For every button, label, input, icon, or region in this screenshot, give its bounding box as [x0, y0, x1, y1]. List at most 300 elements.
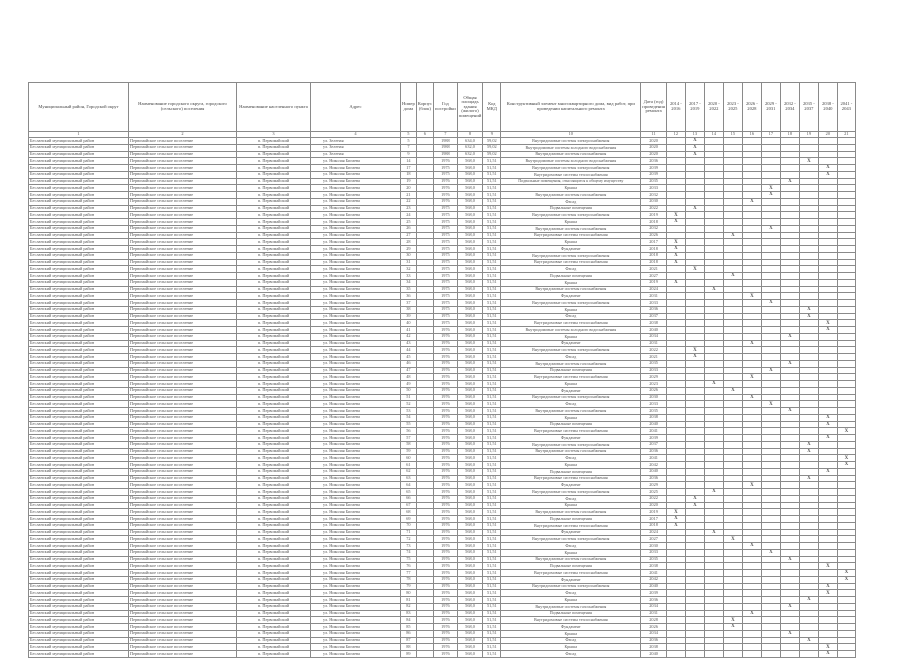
locality-cell: п. Первомайский — [237, 205, 311, 212]
code-cell: 51,51 — [483, 401, 501, 408]
period-mark-cell — [666, 637, 685, 644]
house-number-cell: 17 — [401, 165, 417, 172]
area-cell: 568,0 — [457, 354, 483, 361]
period-mark-cell: X — [780, 408, 799, 415]
period-mark-cell: X — [742, 374, 761, 381]
period-mark-cell — [799, 232, 818, 239]
municipality-cell: Бесланский муниципальный район — [29, 327, 129, 334]
table-row — [29, 603, 856, 610]
repair-year-cell: 2027 — [641, 536, 667, 543]
municipality-cell: Бесланский муниципальный район — [29, 185, 129, 192]
build-year-cell: 1975 — [434, 205, 458, 212]
address-cell: ул. Николая Бигаева — [311, 219, 401, 226]
build-year-cell: 1975 — [434, 286, 458, 293]
period-mark-cell — [723, 576, 742, 583]
table-row — [29, 347, 856, 354]
house-number-cell: 48 — [401, 374, 417, 381]
address-cell: ул. Николая Бигаева — [311, 327, 401, 334]
period-mark-cell — [666, 529, 685, 536]
period-mark-cell — [666, 185, 685, 192]
address-cell: ул. Николая Бигаева — [311, 192, 401, 199]
address-cell: ул. Николая Бигаева — [311, 286, 401, 293]
period-mark-cell — [685, 300, 704, 307]
period-mark-cell — [685, 394, 704, 401]
period-mark-cell — [837, 333, 855, 340]
house-number-cell: 84 — [401, 617, 417, 624]
locality-cell: п. Первомайский — [237, 414, 311, 421]
municipality-cell: Бесланский муниципальный район — [29, 259, 129, 266]
area-cell: 568,0 — [457, 300, 483, 307]
period-mark-cell — [742, 300, 761, 307]
period-mark-cell — [723, 374, 742, 381]
repair-year-cell: 2033 — [641, 367, 667, 374]
block-cell — [416, 360, 433, 367]
house-number-cell: 60 — [401, 455, 417, 462]
period-mark-cell — [685, 279, 704, 286]
period-mark-cell — [761, 448, 780, 455]
locality-cell: п. Первомайский — [237, 198, 311, 205]
period-mark-cell: X — [818, 563, 837, 570]
period-mark-cell — [723, 394, 742, 401]
period-mark-cell — [723, 637, 742, 644]
block-cell — [416, 340, 433, 347]
period-mark-cell — [666, 273, 685, 280]
period-mark-cell — [685, 428, 704, 435]
area-cell: 568,0 — [457, 563, 483, 570]
code-cell: 51,51 — [483, 630, 501, 637]
build-year-cell: 1976 — [434, 435, 458, 442]
settlement-cell: Первомайское сельское поселение — [129, 219, 237, 226]
address-cell: ул. Николая Бигаева — [311, 171, 401, 178]
period-mark-cell — [837, 441, 855, 448]
period-mark-cell: X — [685, 502, 704, 509]
period-mark-cell — [799, 320, 818, 327]
period-mark-cell — [742, 536, 761, 543]
area-cell: 568,0 — [457, 502, 483, 509]
settlement-cell: Первомайское сельское поселение — [129, 563, 237, 570]
municipality-cell: Бесланский муниципальный район — [29, 381, 129, 388]
settlement-cell: Первомайское сельское поселение — [129, 151, 237, 158]
period-mark-cell — [666, 144, 685, 151]
settlement-cell: Первомайское сельское поселение — [129, 374, 237, 381]
work-type-cell: Внутридомовые системы газоснабжения — [501, 603, 641, 610]
block-cell — [416, 252, 433, 259]
period-mark-cell — [837, 144, 855, 151]
period-mark-cell — [666, 347, 685, 354]
period-mark-cell — [742, 475, 761, 482]
period-mark-cell — [685, 590, 704, 597]
house-number-cell: 9 — [401, 151, 417, 158]
period-mark-cell — [704, 374, 723, 381]
column-header: 2032 - 2034 — [780, 83, 799, 132]
period-mark-cell — [780, 266, 799, 273]
period-mark-cell — [837, 421, 855, 428]
settlement-cell: Первомайское сельское поселение — [129, 239, 237, 246]
area-cell: 568,0 — [457, 185, 483, 192]
block-cell — [416, 455, 433, 462]
build-year-cell: 1976 — [434, 603, 458, 610]
period-mark-cell — [685, 239, 704, 246]
municipality-cell: Бесланский муниципальный район — [29, 610, 129, 617]
address-cell: ул. Николая Бигаева — [311, 556, 401, 563]
area-cell: 568,0 — [457, 630, 483, 637]
house-number-cell: 83 — [401, 610, 417, 617]
period-mark-cell — [723, 570, 742, 577]
period-mark-cell — [761, 462, 780, 469]
house-number-cell: 42 — [401, 333, 417, 340]
period-mark-cell — [742, 360, 761, 367]
period-mark-cell — [837, 387, 855, 394]
period-mark-cell — [837, 556, 855, 563]
repair-year-cell: 2036 — [641, 306, 667, 313]
build-year-cell: 1976 — [434, 576, 458, 583]
table-row — [29, 252, 856, 259]
period-mark-cell — [704, 468, 723, 475]
period-mark-cell — [818, 347, 837, 354]
address-cell: ул. Николая Бигаева — [311, 495, 401, 502]
house-number-cell: 41 — [401, 327, 417, 334]
locality-cell: п. Первомайский — [237, 630, 311, 637]
block-cell — [416, 279, 433, 286]
build-year-cell: 1976 — [434, 158, 458, 165]
period-mark-cell — [799, 171, 818, 178]
period-mark-cell — [723, 347, 742, 354]
period-mark-cell — [704, 313, 723, 320]
period-mark-cell — [780, 192, 799, 199]
address-cell: ул. Николая Бигаева — [311, 374, 401, 381]
settlement-cell: Первомайское сельское поселение — [129, 225, 237, 232]
period-mark-cell — [704, 178, 723, 185]
locality-cell: п. Первомайский — [237, 597, 311, 604]
house-number-cell: 56 — [401, 428, 417, 435]
block-cell — [416, 590, 433, 597]
period-mark-cell — [685, 327, 704, 334]
period-mark-cell — [780, 401, 799, 408]
area-cell: 568,0 — [457, 475, 483, 482]
period-mark-cell — [723, 597, 742, 604]
period-mark-cell — [666, 225, 685, 232]
repair-year-cell: 2042 — [641, 576, 667, 583]
code-cell: 51,51 — [483, 421, 501, 428]
address-cell: ул. Николая Бигаева — [311, 482, 401, 489]
address-cell: ул. Николая Бигаева — [311, 333, 401, 340]
settlement-cell: Первомайское сельское поселение — [129, 158, 237, 165]
table-row — [29, 259, 856, 266]
period-mark-cell — [780, 516, 799, 523]
settlement-cell: Первомайское сельское поселение — [129, 651, 237, 658]
period-mark-cell — [780, 455, 799, 462]
period-mark-cell: X — [742, 198, 761, 205]
period-mark-cell — [685, 583, 704, 590]
municipality-cell: Бесланский муниципальный район — [29, 529, 129, 536]
period-mark-cell — [685, 340, 704, 347]
repair-year-cell: 2019 — [641, 279, 667, 286]
period-mark-cell — [666, 165, 685, 172]
work-type-cell: Крыша — [501, 597, 641, 604]
house-number-cell: 69 — [401, 516, 417, 523]
locality-cell: п. Первомайский — [237, 394, 311, 401]
period-mark-cell — [761, 239, 780, 246]
period-mark-cell — [799, 246, 818, 253]
block-cell — [416, 610, 433, 617]
block-cell — [416, 320, 433, 327]
period-mark-cell — [818, 144, 837, 151]
block-cell — [416, 468, 433, 475]
period-mark-cell — [723, 225, 742, 232]
period-mark-cell — [723, 259, 742, 266]
build-year-cell: 1988 — [434, 151, 458, 158]
period-mark-cell — [799, 138, 818, 145]
period-mark-cell — [742, 286, 761, 293]
period-mark-cell — [818, 252, 837, 259]
period-mark-cell — [837, 340, 855, 347]
period-mark-cell: X — [780, 603, 799, 610]
code-cell: 51,51 — [483, 178, 501, 185]
column-header: 2020 - 2022 — [704, 83, 723, 132]
build-year-cell: 1976 — [434, 455, 458, 462]
work-type-cell: Подвальные помещения, относящиеся к общему имуществу — [501, 178, 641, 185]
code-cell: 51,51 — [483, 597, 501, 604]
code-cell: 51,51 — [483, 266, 501, 273]
period-mark-cell — [723, 428, 742, 435]
build-year-cell: 1976 — [434, 333, 458, 340]
period-mark-cell — [685, 489, 704, 496]
house-number-cell: 54 — [401, 414, 417, 421]
period-mark-cell: X — [723, 624, 742, 631]
period-mark-cell — [704, 232, 723, 239]
period-mark-cell — [761, 617, 780, 624]
code-cell: 51,51 — [483, 212, 501, 219]
area-cell: 568,0 — [457, 165, 483, 172]
period-mark-cell — [742, 597, 761, 604]
house-number-cell: 49 — [401, 381, 417, 388]
period-mark-cell — [837, 313, 855, 320]
period-mark-cell — [837, 489, 855, 496]
table-body — [29, 132, 856, 658]
build-year-cell: 1976 — [434, 381, 458, 388]
period-mark-cell — [723, 327, 742, 334]
period-mark-cell — [666, 495, 685, 502]
period-mark-cell — [685, 333, 704, 340]
period-mark-cell — [780, 225, 799, 232]
period-mark-cell — [837, 414, 855, 421]
settlement-cell: Первомайское сельское поселение — [129, 246, 237, 253]
period-mark-cell — [685, 171, 704, 178]
period-mark-cell — [837, 610, 855, 617]
area-cell: 568,0 — [457, 266, 483, 273]
period-mark-cell — [799, 468, 818, 475]
period-mark-cell — [780, 462, 799, 469]
period-mark-cell — [723, 313, 742, 320]
period-mark-cell — [704, 522, 723, 529]
period-mark-cell — [761, 165, 780, 172]
table-row — [29, 536, 856, 543]
block-cell — [416, 556, 433, 563]
address-cell: ул. Николая Бигаева — [311, 367, 401, 374]
period-mark-cell — [666, 570, 685, 577]
repair-year-cell: 2036 — [641, 158, 667, 165]
code-cell: 51,51 — [483, 259, 501, 266]
work-type-cell: Внутридомовые системы теплоснабжения — [501, 259, 641, 266]
build-year-cell: 1976 — [434, 529, 458, 536]
period-mark-cell — [704, 570, 723, 577]
table-row — [29, 448, 856, 455]
build-year-cell: 1975 — [434, 313, 458, 320]
period-mark-cell — [761, 252, 780, 259]
work-type-cell: Внутридомовые системы теплоснабжения — [501, 171, 641, 178]
period-mark-cell — [780, 435, 799, 442]
period-mark-cell — [742, 313, 761, 320]
block-cell — [416, 624, 433, 631]
period-mark-cell — [837, 381, 855, 388]
period-mark-cell — [723, 468, 742, 475]
build-year-cell: 1976 — [434, 644, 458, 651]
period-mark-cell — [761, 178, 780, 185]
period-mark-cell — [685, 529, 704, 536]
period-mark-cell — [837, 536, 855, 543]
work-type-cell: Внутридомовые системы газоснабжения — [501, 225, 641, 232]
period-mark-cell — [818, 516, 837, 523]
block-cell — [416, 178, 433, 185]
locality-cell: п. Первомайский — [237, 347, 311, 354]
period-mark-cell — [685, 610, 704, 617]
period-mark-cell — [799, 340, 818, 347]
period-mark-cell — [704, 563, 723, 570]
area-cell: 568,0 — [457, 252, 483, 259]
period-mark-cell — [799, 502, 818, 509]
locality-cell: п. Первомайский — [237, 435, 311, 442]
period-mark-cell: X — [799, 441, 818, 448]
period-mark-cell — [685, 603, 704, 610]
period-mark-cell — [799, 556, 818, 563]
block-cell — [416, 212, 433, 219]
address-cell: ул. Николая Бигаева — [311, 624, 401, 631]
period-mark-cell — [837, 482, 855, 489]
code-cell: 51,51 — [483, 583, 501, 590]
area-cell: 568,0 — [457, 482, 483, 489]
settlement-cell: Первомайское сельское поселение — [129, 367, 237, 374]
build-year-cell: 1976 — [434, 360, 458, 367]
period-mark-cell — [685, 286, 704, 293]
period-mark-cell — [818, 300, 837, 307]
period-mark-cell: X — [818, 327, 837, 334]
period-mark-cell — [723, 475, 742, 482]
period-mark-cell — [666, 198, 685, 205]
block-cell — [416, 522, 433, 529]
period-mark-cell — [742, 178, 761, 185]
settlement-cell: Первомайское сельское поселение — [129, 313, 237, 320]
settlement-cell: Первомайское сельское поселение — [129, 300, 237, 307]
block-cell — [416, 158, 433, 165]
build-year-cell: 1976 — [434, 630, 458, 637]
house-number-cell: 78 — [401, 576, 417, 583]
table-row — [29, 158, 856, 165]
locality-cell: п. Первомайский — [237, 624, 311, 631]
house-number-cell: 79 — [401, 583, 417, 590]
settlement-cell: Первомайское сельское поселение — [129, 435, 237, 442]
settlement-cell: Первомайское сельское поселение — [129, 198, 237, 205]
period-mark-cell — [837, 448, 855, 455]
period-mark-cell: X — [780, 360, 799, 367]
period-mark-cell — [723, 354, 742, 361]
area-cell: 568,0 — [457, 246, 483, 253]
period-mark-cell — [818, 205, 837, 212]
period-mark-cell — [837, 151, 855, 158]
period-mark-cell — [704, 266, 723, 273]
locality-cell: п. Первомайский — [237, 509, 311, 516]
settlement-cell: Первомайское сельское поселение — [129, 522, 237, 529]
code-cell: 51,51 — [483, 293, 501, 300]
period-mark-cell — [780, 279, 799, 286]
settlement-cell: Первомайское сельское поселение — [129, 252, 237, 259]
work-type-cell: Фундамент — [501, 246, 641, 253]
period-mark-cell — [761, 597, 780, 604]
document-sheet — [28, 82, 856, 658]
address-cell: ул. Николая Бигаева — [311, 225, 401, 232]
address-cell: ул. Николая Бигаева — [311, 320, 401, 327]
code-cell: 51,51 — [483, 205, 501, 212]
period-mark-cell — [761, 556, 780, 563]
table-row — [29, 556, 856, 563]
code-cell: 51,51 — [483, 360, 501, 367]
code-cell: 51,51 — [483, 279, 501, 286]
table-row — [29, 381, 856, 388]
period-mark-cell: X — [723, 536, 742, 543]
code-cell: 51,51 — [483, 468, 501, 475]
period-mark-cell — [685, 468, 704, 475]
column-header: 2038 - 2040 — [818, 83, 837, 132]
period-mark-cell: X — [685, 354, 704, 361]
period-mark-cell — [761, 509, 780, 516]
period-mark-cell — [742, 151, 761, 158]
settlement-cell: Первомайское сельское поселение — [129, 347, 237, 354]
municipality-cell: Бесланский муниципальный район — [29, 293, 129, 300]
period-mark-cell — [780, 597, 799, 604]
period-mark-cell — [666, 340, 685, 347]
period-mark-cell: X — [818, 644, 837, 651]
column-header: 2017 - 2019 — [685, 83, 704, 132]
table-row — [29, 401, 856, 408]
work-type-cell: Внутридомовые системы электроснабжения — [501, 252, 641, 259]
locality-cell: п. Первомайский — [237, 428, 311, 435]
period-mark-cell — [799, 367, 818, 374]
period-mark-cell — [818, 138, 837, 145]
settlement-cell: Первомайское сельское поселение — [129, 178, 237, 185]
municipality-cell: Бесланский муниципальный район — [29, 414, 129, 421]
house-number-cell: 88 — [401, 644, 417, 651]
period-mark-cell — [780, 448, 799, 455]
block-cell — [416, 630, 433, 637]
period-mark-cell: X — [780, 178, 799, 185]
period-mark-cell — [666, 320, 685, 327]
period-mark-cell — [818, 556, 837, 563]
locality-cell: п. Первомайский — [237, 482, 311, 489]
period-mark-cell — [704, 603, 723, 610]
period-mark-cell — [666, 421, 685, 428]
area-cell: 568,0 — [457, 414, 483, 421]
locality-cell: п. Первомайский — [237, 617, 311, 624]
period-mark-cell — [742, 225, 761, 232]
period-mark-cell — [666, 394, 685, 401]
house-number-cell: 30 — [401, 252, 417, 259]
period-mark-cell — [666, 387, 685, 394]
municipality-cell: Бесланский муниципальный район — [29, 273, 129, 280]
period-mark-cell — [685, 637, 704, 644]
municipality-cell: Бесланский муниципальный район — [29, 509, 129, 516]
period-mark-cell — [818, 273, 837, 280]
locality-cell: п. Первомайский — [237, 266, 311, 273]
period-mark-cell — [799, 536, 818, 543]
